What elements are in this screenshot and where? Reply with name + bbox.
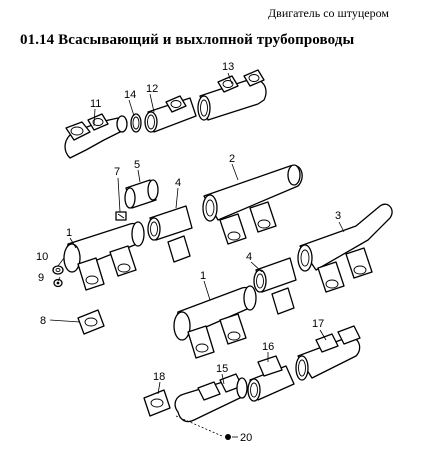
callout-7: 7 xyxy=(114,166,121,178)
part-1-upper-manifold xyxy=(64,222,144,290)
callout-1-lower: 1 xyxy=(200,270,207,282)
callout-18: 18 xyxy=(153,371,166,383)
callout-2: 2 xyxy=(229,153,236,165)
callout-17: 17 xyxy=(312,318,325,330)
part-1-lower-manifold xyxy=(174,286,256,358)
callout-20: 20 xyxy=(240,432,253,444)
part-4-sleeve-upper xyxy=(148,206,192,262)
part-8-gasket xyxy=(78,310,104,334)
callout-9: 9 xyxy=(38,272,45,284)
part-17-manifold xyxy=(296,326,360,380)
part-13-manifold-end xyxy=(198,70,266,120)
part-11-manifold-end xyxy=(65,114,127,158)
part-20-plug xyxy=(225,434,231,440)
callout-15: 15 xyxy=(216,363,229,375)
callout-13: 13 xyxy=(222,61,235,73)
section-title: 01.14 Всасывающий и выхлопной трубопроводы xyxy=(20,32,355,48)
callout-12: 12 xyxy=(146,83,159,95)
callout-4-lower: 4 xyxy=(246,251,253,263)
callout-8: 8 xyxy=(40,315,47,327)
callout-1-upper: 1 xyxy=(66,227,73,239)
callout-5: 5 xyxy=(134,159,141,171)
part-18-gasket xyxy=(144,390,170,416)
part-15-manifold xyxy=(175,374,247,422)
callout-4-upper: 4 xyxy=(175,177,182,189)
part-3-manifold-with-outlet xyxy=(298,204,392,292)
part-14-ring xyxy=(131,114,141,132)
part-12-sleeve-pipe xyxy=(145,96,196,132)
engine-variant-label: Двигатель со штуцером xyxy=(267,6,389,20)
callout-3: 3 xyxy=(335,210,342,222)
part-16-manifold xyxy=(248,356,294,401)
callout-16: 16 xyxy=(262,341,275,353)
callout-14: 14 xyxy=(124,89,137,101)
part-5-sleeve xyxy=(125,180,158,208)
callout-10: 10 xyxy=(36,251,49,263)
part-7-clamp xyxy=(116,212,126,220)
part-2-manifold xyxy=(203,165,302,244)
part-4-sleeve-lower xyxy=(254,258,296,314)
part-10-nut xyxy=(53,266,63,274)
callout-11: 11 xyxy=(90,98,102,110)
